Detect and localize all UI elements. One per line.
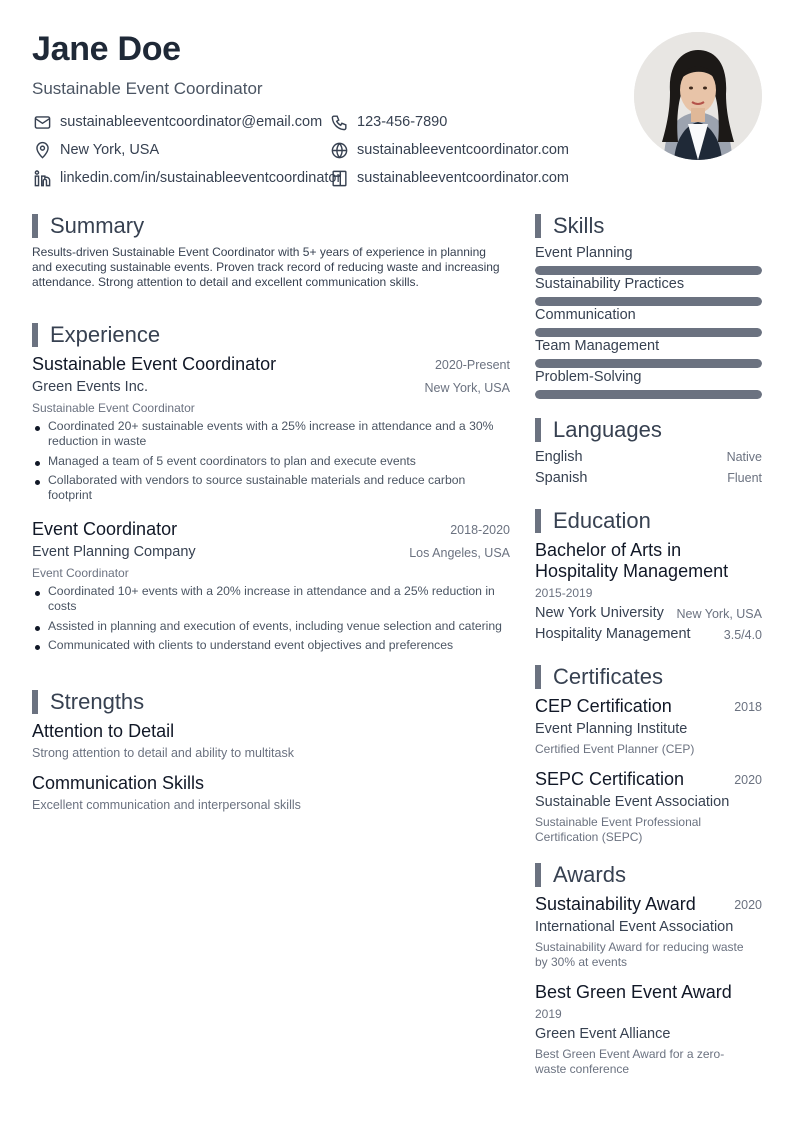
language-name: Spanish: [535, 470, 588, 486]
award-title: Sustainability Award: [535, 894, 696, 914]
award-year: 2020: [734, 898, 762, 912]
language-level: Fluent: [727, 471, 762, 485]
gpa: 3.5/4.0: [723, 628, 762, 642]
skill-name: Problem-Solving: [535, 369, 642, 385]
skill-bar: [535, 297, 762, 306]
degree-line-1: Bachelor of Arts in: [535, 540, 682, 560]
strength-desc: Strong attention to detail and ability to multitask: [32, 746, 294, 760]
avatar: [634, 32, 762, 160]
skill-bar-fill: [535, 390, 762, 399]
job-role: Sustainable Event Coordinator: [32, 401, 195, 415]
job-company: Event Planning Company: [32, 544, 196, 560]
language-row: [535, 470, 762, 486]
language-row: [535, 449, 762, 465]
globe-icon: [329, 140, 349, 160]
languages-heading: Languages: [535, 417, 662, 443]
language-name: English: [535, 449, 583, 465]
list-item: Coordinated 10+ events with a 20% increase in attendance and a 25% reduction in costs: [32, 584, 510, 614]
phone-text: 123-456-7890: [357, 114, 448, 130]
education-heading: Education: [535, 508, 651, 534]
award-issuer: Green Event Alliance: [535, 1026, 671, 1042]
award-issuer: International Event Association: [535, 919, 734, 935]
job-location: Los Angeles, USA: [409, 546, 510, 560]
language-level: Native: [726, 450, 762, 464]
certificate-year: 2020: [734, 773, 762, 787]
job-bullets: [32, 419, 510, 508]
skill-item: [535, 276, 762, 292]
education-dates: 2015-2019: [535, 586, 593, 600]
portfolio-icon: [329, 168, 349, 188]
summary-heading: Summary: [32, 213, 144, 239]
skill-bar-fill: [535, 359, 762, 368]
skill-bar: [535, 266, 762, 275]
linkedin-icon: [32, 168, 52, 188]
skill-bar: [535, 359, 762, 368]
job-location: New York, USA: [424, 381, 510, 395]
certificates-heading: Certificates: [535, 664, 663, 690]
location-pin-icon: [32, 140, 52, 160]
skills-heading: Skills: [535, 213, 604, 239]
job-role: Event Coordinator: [32, 566, 129, 580]
email-text: sustainableeventcoordinator@email.com: [60, 114, 323, 130]
award-desc: Best Green Event Award for a zero-waste conference: [535, 1047, 725, 1076]
skill-bar-fill: [535, 297, 762, 306]
certificate-issuer: Event Planning Institute: [535, 721, 688, 737]
job-dates: 2020-Present: [434, 358, 510, 372]
job-dates: 2018-2020: [450, 523, 510, 537]
experience-heading: Experience: [32, 322, 160, 348]
awards-heading: Awards: [535, 862, 626, 888]
list-item: Communicated with clients to understand event objectives and preferences: [32, 638, 510, 653]
skill-item: [535, 369, 762, 385]
skill-item: [535, 245, 762, 261]
strength-title: Attention to Detail: [32, 721, 175, 741]
skill-name: Team Management: [535, 338, 660, 354]
linkedin-text: linkedin.com/in/sustainableeventcoordinator: [60, 170, 342, 186]
phone-icon: [329, 112, 349, 132]
job-title: Sustainable Event Coordinator: [32, 354, 277, 374]
job-bullets: [32, 584, 510, 658]
contact-linkedin[interactable]: [32, 168, 341, 188]
job-title: Event Coordinator: [32, 519, 178, 539]
list-item: Assisted in planning and execution of events, including venue selection and catering: [32, 619, 510, 634]
skill-item: [535, 307, 762, 323]
list-item: Coordinated 20+ sustainable events with a 25% increase in attendance and a 30% reduction in waste: [32, 419, 510, 449]
skill-bar-fill: [535, 266, 762, 275]
strength-desc: Excellent communication and interpersonal skills: [32, 798, 301, 812]
skill-name: Communication: [535, 307, 636, 323]
website-text: sustainableeventcoordinator.com: [357, 142, 569, 158]
list-item: Managed a team of 5 event coordinators to plan and execute events: [32, 454, 510, 469]
skill-bar: [535, 390, 762, 399]
degree-line-2: Hospitality Management: [535, 561, 729, 581]
certificate-desc: Sustainable Event Professional Certification (SEPC): [535, 815, 702, 844]
award-title: Best Green Event Award: [535, 982, 732, 1002]
skill-bar-fill: [535, 328, 762, 337]
skill-name: Event Planning: [535, 245, 633, 261]
award-desc: Sustainability Award for reducing waste by 30% at events: [535, 940, 744, 969]
contact-website[interactable]: [329, 140, 569, 160]
strengths-heading: Strengths: [32, 689, 144, 715]
skill-item: [535, 338, 762, 354]
certificate-desc: Certified Event Planner (CEP): [535, 742, 695, 756]
strength-title: Communication Skills: [32, 773, 205, 793]
contact-location: [32, 140, 159, 160]
portfolio-text: sustainableeventcoordinator.com: [357, 170, 569, 186]
contact-portfolio[interactable]: [329, 168, 569, 188]
award-year: 2019: [535, 1007, 562, 1021]
mail-icon: [32, 112, 52, 132]
job-company: Green Events Inc.: [32, 379, 149, 395]
candidate-name: Jane Doe: [32, 30, 181, 68]
school-name: New York University: [535, 605, 664, 621]
skill-bar: [535, 328, 762, 337]
certificate-title: SEPC Certification: [535, 769, 685, 789]
contact-email[interactable]: [32, 112, 322, 132]
certificate-issuer: Sustainable Event Association: [535, 794, 730, 810]
skill-name: Sustainability Practices: [535, 276, 685, 292]
contact-phone[interactable]: [329, 112, 447, 132]
certificate-year: 2018: [734, 700, 762, 714]
certificate-title: CEP Certification: [535, 696, 672, 716]
field-of-study: Hospitality Management: [535, 626, 691, 642]
location-text: New York, USA: [60, 142, 160, 158]
school-location: New York, USA: [676, 607, 762, 621]
summary-text: Results-driven Sustainable Event Coordinator with 5+ years of experience in planning and executing sustainable events. Proven track record of reducing waste and increasing attendance. Strong attention to detail and excellent communication skills.: [32, 245, 500, 289]
profile-photo: [634, 32, 762, 160]
list-item: Collaborated with vendors to source sustainable materials and reduce carbon footprint: [32, 473, 510, 503]
candidate-title: Sustainable Event Coordinator: [32, 79, 263, 98]
